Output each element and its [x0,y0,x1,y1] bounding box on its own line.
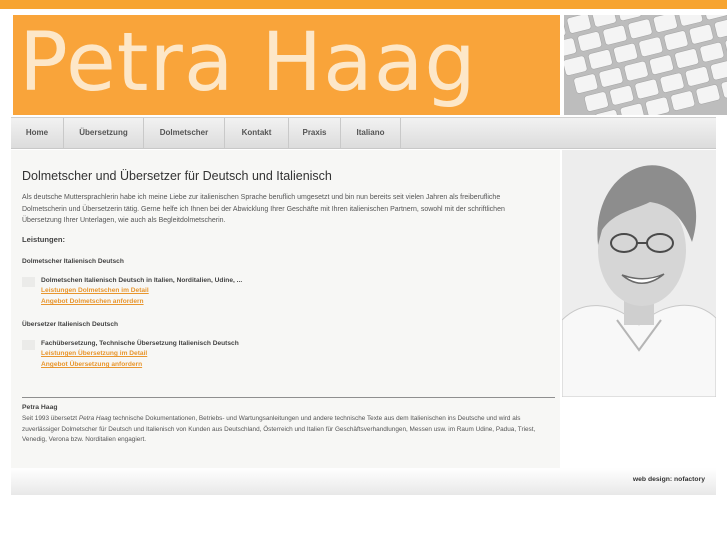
about-name: Petra Haag [22,404,58,411]
service-item-dolmetschen: Dolmetschen Italienisch Deutsch in Italien, Norditalien, Udine, ... [41,277,243,284]
nav-dolmetscher[interactable]: Dolmetscher [144,118,225,148]
about-text-emphasis: Petra Haag [78,415,112,422]
intro-text: Als deutsche Muttersprachlerin habe ich meine Liebe zur italienischen Sprache beruflich umgesetzt und bin nun bereits seit vielen Jahren als freiberufliche Dolmetscherin und Übersetzerin tätig. Gerne helfe ich Ihnen bei der Abwicklung Ihrer Geschäfte mit Ihren italienischen Partnern, sowohl mit der schriftlichen Übersetzung Ihrer Unterlagen, wie auch als Begleitdolmetscherin. [22,194,505,224]
keyboard-photo [564,15,727,115]
bullet-icon [22,340,35,350]
site-title: Petra Haag [19,16,477,110]
nav-uebersetzung[interactable]: Übersetzung [64,118,144,148]
link-uebersetzung-details[interactable]: Leistungen Übersetzung im Detail [41,350,148,357]
bullet-icon [22,277,35,287]
service-item-uebersetzung: Fachübersetzung, Technische Übersetzung Italienisch Deutsch [41,340,239,347]
main-content [11,150,560,468]
webdesign-credit: web design: nofactory [632,476,705,483]
about-text-before: Seit 1993 übersetzt [22,415,79,422]
about-text [22,414,552,446]
services-heading: Leistungen: [22,235,66,244]
section-heading-uebersetzer: Übersetzer Italienisch Deutsch [22,321,119,328]
link-dolmetschen-angebot[interactable]: Angebot Dolmetschen anfordern [41,298,144,305]
link-dolmetschen-details[interactable]: Leistungen Dolmetschen im Detail [41,287,149,294]
section-divider [22,397,555,398]
nav-home[interactable]: Home [11,118,64,148]
top-accent-bar [0,0,727,9]
nav-kontakt[interactable]: Kontakt [225,118,289,148]
main-nav [11,117,716,149]
nav-italiano[interactable]: Italiano [341,118,401,148]
section-heading-dolmetscher: Dolmetscher Italienisch Deutsch [22,258,124,265]
header-banner [13,15,560,115]
link-uebersetzung-angebot[interactable]: Angebot Übersetzung anfordern [41,361,143,368]
portrait-photo [562,150,716,397]
nav-praxis[interactable]: Praxis [289,118,341,148]
about-text-after: technische Dokumentationen, Betriebs- und Wartungsanleitungen und andere technische Texte aus dem Italienischen ins Deutsche und wird als zuverlässiger Dolmetscher für Deutsch und Italienisch von Kunden aus Deutschland, Österreich und Italien für Geschäftsverhandlungen, Messen usw. im Raum Udine, Padua, Triest, Venedig, Verona bzw. Norditalien engagiert. [22,415,536,443]
footer-bar [11,468,716,495]
page-title: Dolmetscher und Übersetzer für Deutsch und Italienisch [22,169,332,183]
